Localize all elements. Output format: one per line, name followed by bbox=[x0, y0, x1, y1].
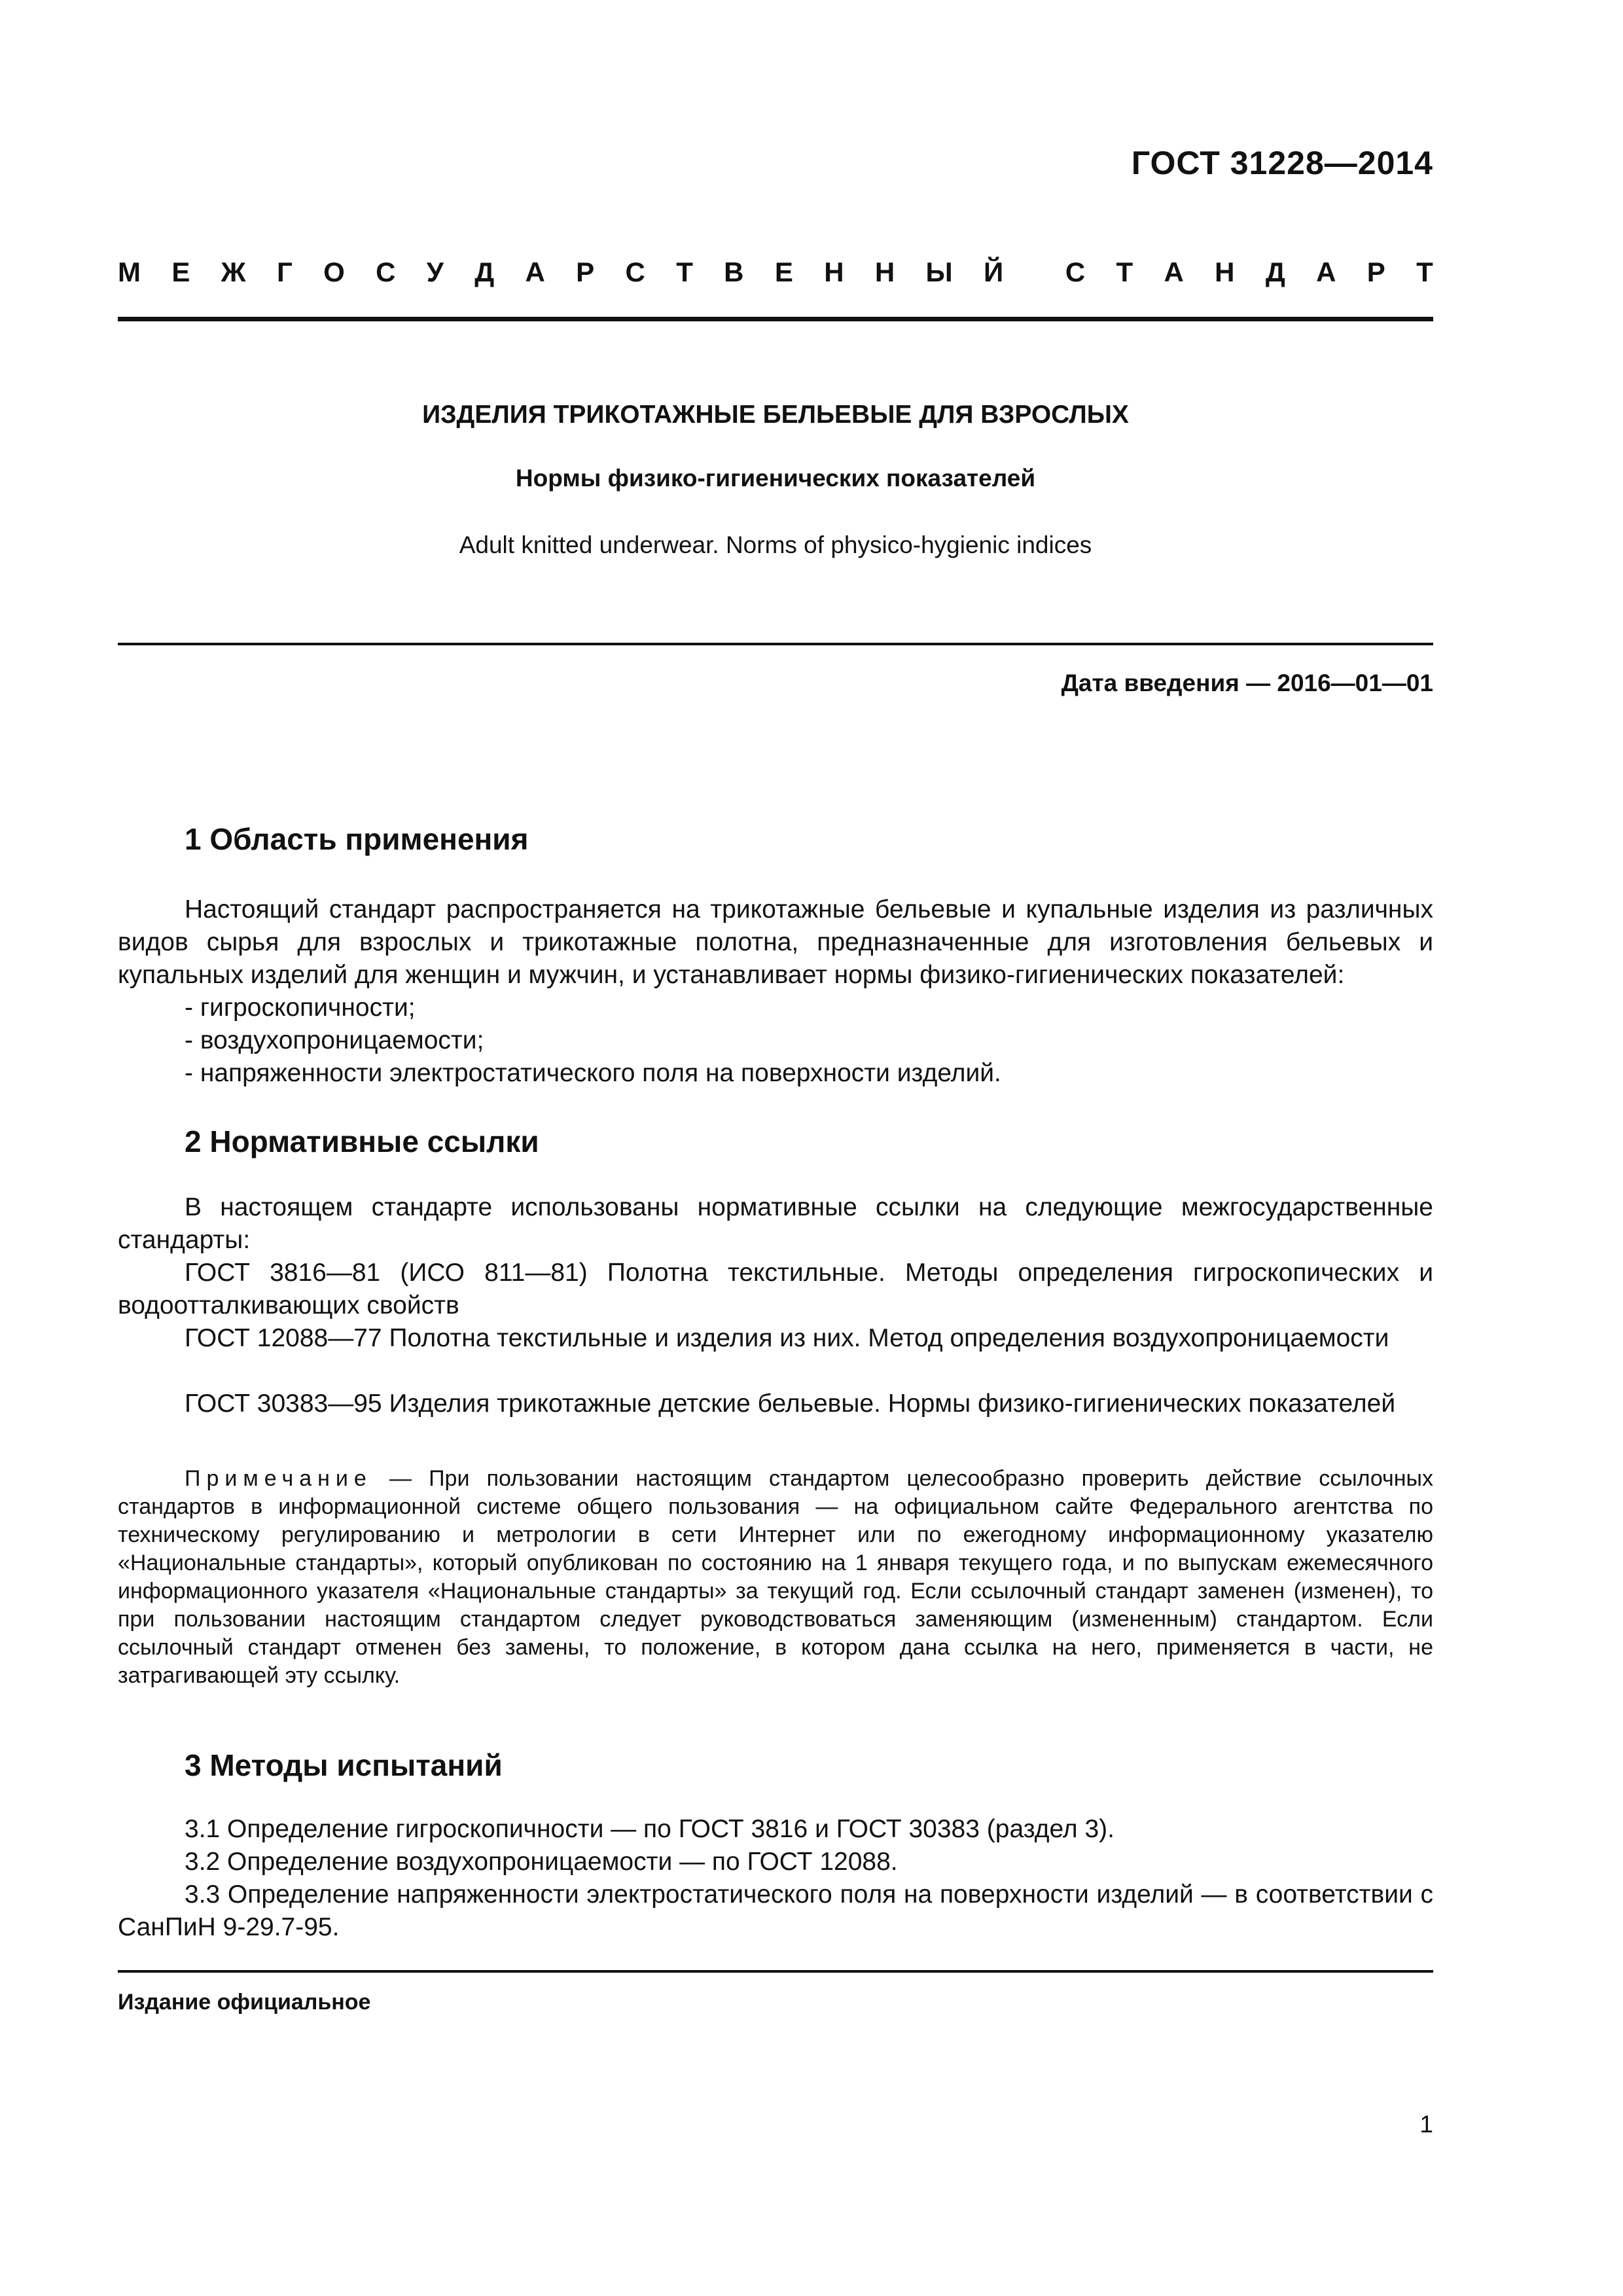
letter: Т bbox=[1416, 257, 1433, 287]
page-number: 1 bbox=[1419, 2111, 1433, 2138]
standard-type-heading bbox=[118, 257, 1433, 288]
method-item: 3.2 Определение воздухопроницаемости — по ГОСТ 12088. bbox=[185, 1848, 898, 1876]
section-2-intro: В настоящем стандарте использованы нормативные ссылки на следующие межгосударственные стандарты: bbox=[118, 1193, 1433, 1254]
note-text: — При пользовании настоящим стандартом целесообразно проверить действие ссылочных стандартов в информационной системе общего пользования — на официальном сайте Федерального агентства по техническому регулированию и метрологии в сети Интернет или по ежегодному информационному указателю «Национальные стандарты», который опубликован по состоянию на 1 января текущего года, и по выпускам ежемесячного информационного указателя «Национальные стандарты» за текущий год. Если ссылочный стандарт заменен (изменен), то при пользовании настоящим стандартом следует руководствоваться заменяющим (измененным) стандартом. Если ссылочный стандарт отменен без замены, то положение, в котором дана ссылка на него, применяется в части, не затрагивающей эту ссылку. bbox=[118, 1466, 1433, 1688]
footer-divider bbox=[118, 1970, 1433, 1973]
letter: Т bbox=[676, 257, 693, 287]
letter: Е bbox=[774, 257, 793, 287]
letter: Д bbox=[474, 257, 495, 287]
letter: Р bbox=[576, 257, 595, 287]
letter: Т bbox=[1116, 257, 1133, 287]
letter: У bbox=[426, 257, 444, 287]
letter: Н bbox=[824, 257, 844, 287]
section-2-heading: 2 Нормативные ссылки bbox=[185, 1124, 539, 1158]
reference-item: ГОСТ 30383—95 Изделия трикотажные детские бельевые. Нормы физико-гигиенических показателей bbox=[185, 1390, 1396, 1418]
letter: Р bbox=[1366, 257, 1385, 287]
letter: О bbox=[323, 257, 345, 287]
letter: Ы bbox=[925, 257, 953, 287]
list-item: - гигроскопичности; bbox=[185, 994, 416, 1022]
letter: С bbox=[625, 257, 645, 287]
document-title-english: Adult knitted underwear. Norms of physico-hygienic indices bbox=[459, 531, 1092, 558]
document-number: ГОСТ 31228—2014 bbox=[1131, 145, 1433, 181]
section-1-heading: 1 Область применения bbox=[185, 822, 529, 856]
letter: Й bbox=[983, 257, 1004, 287]
letter: Е bbox=[171, 257, 190, 287]
letter: Ж bbox=[221, 257, 246, 287]
method-item: 3.1 Определение гигроскопичности — по ГОСТ 3816 и ГОСТ 30383 (раздел 3). bbox=[185, 1815, 1115, 1843]
note-label: Примечание bbox=[185, 1466, 372, 1491]
letter: А bbox=[525, 257, 545, 287]
title-divider bbox=[118, 643, 1433, 645]
letter: Н bbox=[1215, 257, 1235, 287]
introduction-date: Дата введения — 2016—01—01 bbox=[1061, 670, 1433, 696]
section-1-paragraph: Настоящий стандарт распространяется на трикотажные бельевые и купальные изделия из различных видов сырья для взрослых и трикотажные полотна, предназначенные для изготовления бельевых и купальных изделий для женщин и мужчин, и устанавливает нормы физико-гигиенических показателей: bbox=[118, 895, 1433, 989]
letter: С bbox=[376, 257, 396, 287]
letter: С bbox=[1065, 257, 1086, 287]
section-1-list bbox=[185, 992, 1428, 1090]
official-edition-label: Издание официальное bbox=[118, 1990, 371, 2015]
document-title: ИЗДЕЛИЯ ТРИКОТАЖНЫЕ БЕЛЬЕВЫЕ ДЛЯ ВЗРОСЛЫХ bbox=[422, 401, 1129, 429]
letter: Г bbox=[276, 257, 293, 287]
letter: А bbox=[1316, 257, 1336, 287]
list-item: - напряженности электростатического поля на поверхности изделий. bbox=[185, 1059, 1001, 1087]
section-2-note bbox=[118, 1465, 1433, 1690]
section-3-heading: 3 Методы испытаний bbox=[185, 1748, 503, 1782]
reference-item: ГОСТ 12088—77 Полотна текстильные и изделия из них. Метод определения воздухопроницаемости bbox=[185, 1324, 1389, 1352]
method-item: 3.3 Определение напряженности электростатического поля на поверхности изделий — в соответствии с СанПиН 9-29.7-95. bbox=[118, 1880, 1433, 1941]
letter: В bbox=[724, 257, 744, 287]
letter: А bbox=[1164, 257, 1184, 287]
document-subtitle: Нормы физико-гигиенических показателей bbox=[515, 465, 1036, 492]
reference-item: ГОСТ 3816—81 (ИСО 811—81) Полотна текстильные. Методы определения гигроскопических и водоотталкивающих свойств bbox=[118, 1259, 1433, 1319]
list-item: - воздухопроницаемости; bbox=[185, 1026, 484, 1054]
letter: М bbox=[118, 257, 141, 287]
letter: Д bbox=[1265, 257, 1285, 287]
header-divider bbox=[118, 317, 1433, 321]
letter: Н bbox=[874, 257, 895, 287]
